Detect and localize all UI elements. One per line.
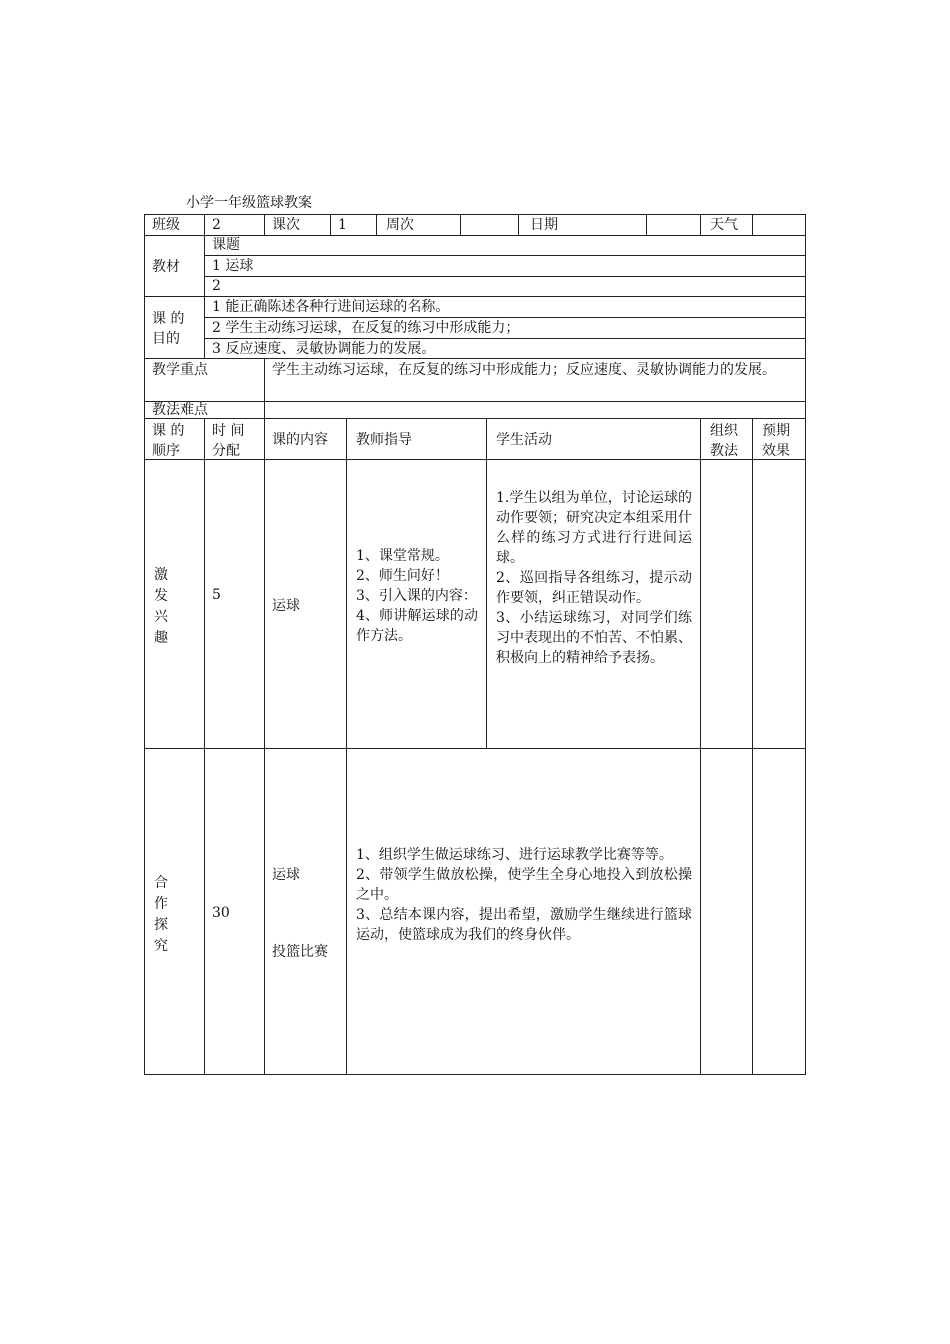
material-row-1: 课题 [212,237,240,253]
col-effect: 预期 效果 [762,423,790,459]
date-label: 日期 [530,217,558,233]
objectives-label: 课 的 目的 [152,311,185,347]
key-points-text: 学生主动练习运球，在反复的练习中形成能力；反应速度、灵敏协调能力的发展。 [272,362,776,378]
col-teacher: 教师指导 [356,432,412,448]
class-label: 班级 [152,217,180,233]
objective-row-2: 2 学生主动练习运球，在反复的练习中形成能力； [212,320,520,336]
row2-content-1: 运球 [272,867,300,883]
objective-row-3: 3 反应速度、灵敏协调能力的发展。 [212,341,436,357]
lesson-value: 1 [338,217,347,233]
week-label: 周次 [386,217,414,233]
material-row-3: 2 [212,278,221,294]
col-student: 学生活动 [496,432,552,448]
row2-content-2: 投篮比赛 [272,944,328,960]
material-label: 教材 [152,259,180,275]
weather-label: 天气 [710,217,738,233]
row1-teacher: 1、课堂常规。 2、师生问好！ 3、引入课的内容： 4、师讲解运球的动作方法。 [356,548,478,644]
difficulty-label: 教法难点 [152,402,208,418]
row2-merged-activity: 1、组织学生做运球练习、进行运球教学比赛等等。 2、带领学生做放松操，使学生全身心地投入到放松操之中。 3、总结本课内容，提出希望，激励学生继续进行篮球运动，使篮球成为我们的终身伙伴。 [356,847,692,943]
objective-row-1: 1 能正确陈述各种行进间运球的名称。 [212,299,450,315]
row1-time: 5 [212,587,221,603]
row2-time: 30 [212,905,230,921]
col-order: 课 的 顺序 [152,423,185,459]
class-value: 2 [212,217,221,233]
row1-content: 运球 [272,598,300,614]
col-time: 时 间 分配 [212,423,245,459]
key-points-label: 教学重点 [152,362,208,378]
row2-stage: 合 作 探 究 [154,875,168,954]
row1-stage: 激 发 兴 趣 [154,567,168,646]
col-content: 课的内容 [272,432,328,448]
material-row-2: 1 运球 [212,258,254,274]
lesson-label: 课次 [272,217,300,233]
col-org: 组织 教法 [710,423,738,459]
document-title: 小学一年级篮球教案 [186,195,312,211]
row1-student: 1.学生以组为单位，讨论运球的动作要领；研究决定本组采用什么样的练习方式进行行进间运球。 2、巡回指导各组练习，提示动作要领，纠正错误动作。 3、小结运球练习，对同学们练习中表现出的不怕苦、不怕累、积极向上的精神给予表扬。 [496,490,692,666]
